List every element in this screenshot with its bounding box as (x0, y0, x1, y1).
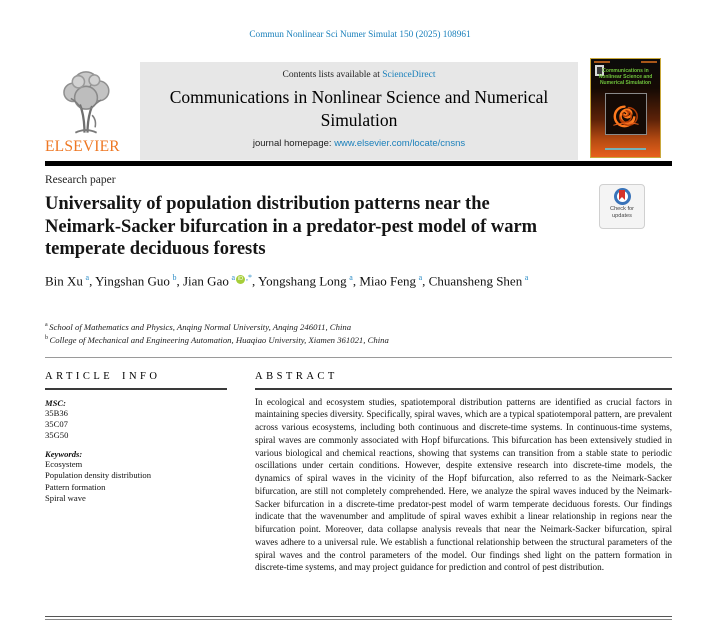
keywords-label: Keywords: (45, 449, 83, 460)
elsevier-tree-icon (47, 62, 125, 138)
cover-journal-title: Communications in Nonlinear Science and Numerical Simulation (598, 68, 653, 86)
orcid-icon[interactable]: iD (237, 276, 244, 282)
author-affiliation-sup: b (172, 273, 177, 282)
msc-item: 35G50 (45, 429, 69, 440)
author-affiliation-sup: a (231, 273, 235, 282)
elsevier-wordmark: ELSEVIER (45, 138, 120, 155)
author-list (45, 269, 545, 289)
abstract-column (255, 371, 672, 574)
cover-top-microtext (594, 61, 657, 63)
contents-line (140, 70, 578, 80)
msc-list (45, 408, 235, 442)
elsevier-logo (45, 62, 140, 160)
crossmark-icon (614, 188, 631, 205)
author-separator: , (422, 273, 429, 289)
cover-bottom-microtext (605, 148, 646, 150)
author-name: Bin Xu (45, 273, 86, 289)
article-info-column (45, 371, 235, 504)
author-separator: , (252, 273, 259, 289)
keyword-item: Population density distribution (45, 470, 151, 481)
abstract-text: In ecological and ecosystem studies, spatiotemporal distribution patterns are identified as crucial factors in maintaining species diversity. Specifically, spiral waves, which are a typical spatiotemporal pattern, are prevalent across various ecosystems, including both continuous and discrete-time systems. In continuous-time systems, spiral waves are commonly associated with Hopf bifurcations. This bifurcation has been extensively studied in various biological and chemical reactions, showing that systems can transition from a stable state to periodic oscillations under certain conditions. However, despite extensive research into discrete-time models, the dynamics of spiral waves in the vicinity of the Hopf bifurcation, also referred to as the Neimark-Sacker bifurcation, are still not completely comprehended. Here, we analyze the spiral waves induced by the Neimark-Sacker bifurcation in a discrete-time predator-pest model of warm temperate deciduous forests. Our findings indicate that the wavenumber and amplitude of spiral waves exhibit a linear relationship in regions near the bifurcation point. Moreover, data collapse analysis reveals that near the Neimark-Sacker bifurcation, spiral waves adhere to a universal rule. We establish a functional relationship between the structural parameters of the spiral waves and the control parameters of the model. Our findings shed light on the pattern formation in discrete-time systems, and may project guidance for prediction and control of pest distribution. (255, 396, 672, 573)
affiliation-item (45, 333, 605, 346)
msc-item: 35B36 (45, 407, 68, 418)
homepage-link[interactable]: www.elsevier.com/locate/cnsns (334, 138, 466, 149)
abstract-rule (255, 388, 672, 390)
affiliation-sup: a (45, 322, 50, 328)
cover-spiral-art (605, 93, 647, 135)
header-divider-bar (45, 161, 672, 166)
affiliation-item (45, 320, 605, 333)
author-affiliation-sup: a (418, 273, 423, 282)
msc-item: 35C07 (45, 418, 68, 429)
homepage-prefix: journal homepage: (252, 138, 335, 149)
author-name: Chuansheng Shen (428, 273, 525, 289)
corresponding-author-mark: ,* (246, 273, 252, 282)
affiliation-text: School of Mathematics and Physics, Anqing Normal University, Anqing 246011, China (49, 321, 352, 332)
article-title: Universality of population distribution patterns near the Neimark-Sacker bifurcation in a predator-pest model of warm temperate deciduous forests (45, 194, 538, 259)
journal-header (140, 62, 578, 160)
contents-prefix: Contents lists available at (282, 70, 383, 80)
author-separator: , (89, 273, 96, 289)
article-info-heading: ARTICLE INFO (45, 371, 161, 382)
page-bottom-divider (45, 616, 672, 620)
keyword-item: Pattern formation (45, 481, 106, 492)
affiliation-list (45, 320, 605, 347)
author-name: Jian Gao (182, 273, 232, 289)
author-affiliation-sup: a (85, 273, 90, 282)
homepage-line (140, 138, 578, 149)
journal-cover-thumbnail[interactable] (590, 58, 661, 158)
keyword-list (45, 459, 235, 504)
journal-title: Communications in Nonlinear Science and Numerical Simulation (169, 87, 549, 130)
author-affiliation-sup: a (524, 273, 529, 282)
affiliation-divider (45, 357, 672, 358)
article-info-rule (45, 388, 227, 390)
keyword-item: Spiral wave (45, 492, 86, 503)
msc-label: MSC: (45, 397, 67, 408)
author-name: Yingshan Guo (95, 273, 173, 289)
author-name: Yongshang Long (258, 273, 350, 289)
author-separator: , (352, 273, 360, 289)
sciencedirect-link[interactable]: ScienceDirect (382, 70, 436, 80)
author-separator: , (176, 273, 183, 289)
article-type-label: Research paper (45, 174, 116, 186)
abstract-heading: ABSTRACT (255, 371, 338, 382)
journal-citation: Commun Nonlinear Sci Numer Simulat 150 (2025) 108961 (249, 30, 471, 40)
check-for-updates-badge[interactable] (599, 184, 645, 229)
check-updates-label: Check for updates (610, 206, 634, 219)
keyword-item: Ecosystem (45, 459, 83, 470)
affiliation-sup: b (45, 335, 50, 342)
author-affiliation-sup: a (349, 273, 353, 282)
author-name: Miao Feng (359, 273, 419, 289)
affiliation-text: College of Mechanical and Engineering Automation, Huaqiao University, Xiamen 361021, China (49, 335, 389, 346)
